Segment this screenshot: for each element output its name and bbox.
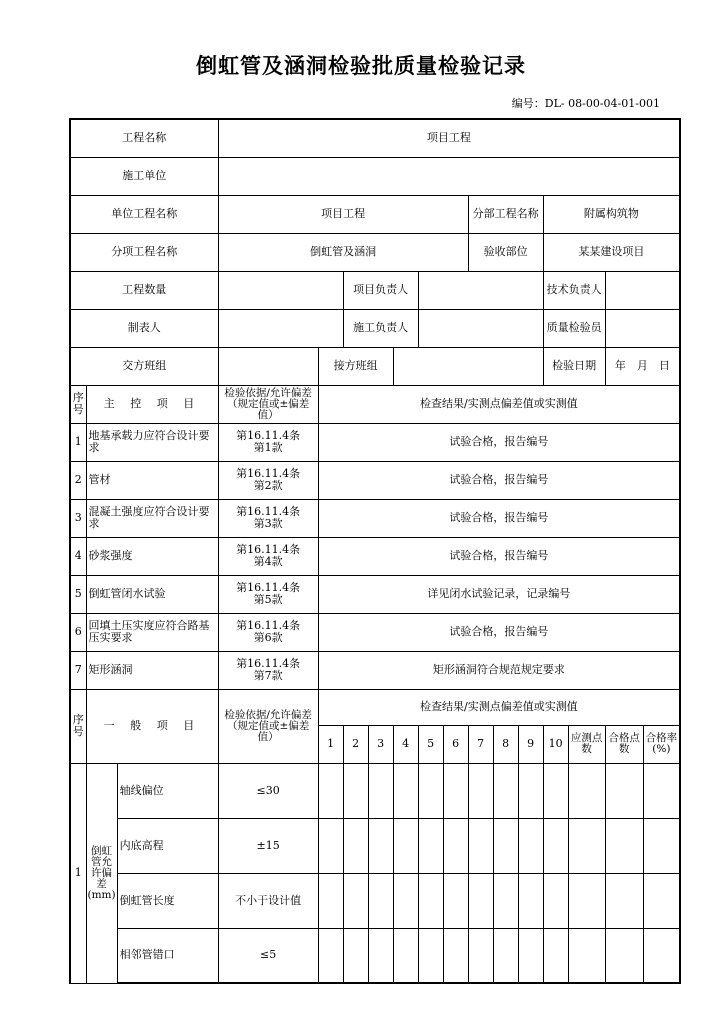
measure-cell[interactable] [468, 928, 493, 983]
general-row-item: 内底高程 [117, 818, 218, 873]
main-row [70, 575, 680, 613]
sub-project-value[interactable]: 附属构筑物 [543, 195, 680, 233]
main-row-result[interactable]: 试验合格，报告编号 [318, 423, 680, 461]
main-row-basis [218, 575, 318, 613]
main-row-item: 管材 [86, 461, 218, 499]
item-project-label: 分项工程名称 [70, 233, 218, 271]
measure-cell[interactable] [418, 763, 443, 818]
unit-project-label: 单位工程名称 [70, 195, 218, 233]
measure-cell[interactable] [418, 873, 443, 928]
main-row [70, 537, 680, 575]
inspection-record-table [69, 118, 681, 984]
point-6-header: 6 [443, 725, 468, 763]
basis-clause: 第16.11.4条 [236, 657, 301, 670]
should-count-cell[interactable] [568, 928, 605, 983]
row-teams [70, 347, 680, 385]
measure-cell[interactable] [468, 873, 493, 928]
main-row [70, 461, 680, 499]
main-row-basis [218, 537, 318, 575]
inspection-date-label: 检验日期 [543, 347, 605, 385]
basis-clause: 第16.11.4条 [236, 467, 301, 480]
general-row-item: 倒虹管长度 [117, 873, 218, 928]
general-result-header: 检查结果/实测点偏差值或实测值 [318, 689, 680, 725]
row-project-name [70, 119, 680, 157]
pass-rate-header: 合格率(%) [643, 725, 680, 763]
pass-rate-cell[interactable] [643, 873, 680, 928]
main-row [70, 613, 680, 651]
main-row-result[interactable]: 试验合格，报告编号 [318, 461, 680, 499]
main-row-result[interactable]: 详见闭水试验记录，记录编号 [318, 575, 680, 613]
measure-cell[interactable] [368, 763, 393, 818]
measure-cell[interactable] [343, 928, 368, 983]
measure-cell[interactable] [493, 818, 518, 873]
general-row-basis: ≤5 [218, 928, 318, 983]
pass-count-cell[interactable] [605, 928, 643, 983]
point-3-header: 3 [368, 725, 393, 763]
measure-cell[interactable] [543, 763, 568, 818]
general-header-top [70, 689, 680, 725]
acceptance-part-label: 验收部位 [468, 233, 543, 271]
basis-paragraph: 第5款 [253, 593, 283, 606]
main-row-result[interactable]: 试验合格，报告编号 [318, 499, 680, 537]
general-row-basis: ≤30 [218, 763, 318, 818]
measure-cell[interactable] [343, 818, 368, 873]
measure-cell[interactable] [393, 818, 418, 873]
measure-cell[interactable] [518, 763, 543, 818]
point-8-header: 8 [493, 725, 518, 763]
measure-cell[interactable] [443, 928, 468, 983]
measure-cell[interactable] [493, 928, 518, 983]
measure-cell[interactable] [443, 763, 468, 818]
acceptance-part-value[interactable]: 某某建设项目 [543, 233, 680, 271]
measure-cell[interactable] [368, 873, 393, 928]
general-row [70, 763, 680, 818]
main-no-header: 序号 [70, 385, 86, 423]
general-group-label: 倒虹管允许偏差(mm) [86, 763, 117, 983]
point-9-header: 9 [518, 725, 543, 763]
row-preparer [70, 309, 680, 347]
pass-rate-cell[interactable] [643, 763, 680, 818]
quantity-label: 工程数量 [70, 271, 218, 309]
pass-rate-cell[interactable] [643, 818, 680, 873]
measure-cell[interactable] [318, 818, 343, 873]
row-unit-project [70, 195, 680, 233]
tech-manager-value[interactable] [605, 271, 680, 309]
main-row [70, 499, 680, 537]
measure-cell[interactable] [393, 763, 418, 818]
should-count-header: 应测点数 [568, 725, 605, 763]
measure-cell[interactable] [368, 818, 393, 873]
should-count-cell[interactable] [568, 818, 605, 873]
handover-team-label: 交方班组 [70, 347, 218, 385]
main-row-no: 5 [70, 575, 86, 613]
tech-manager-label: 技术负责人 [543, 271, 605, 309]
document-title: 倒虹管及涵洞检验批质量检验记录 [196, 54, 526, 78]
main-row-item: 回填土压实度应符合路基压实要求 [86, 613, 218, 651]
pass-count-cell[interactable] [605, 818, 643, 873]
quality-inspector-label: 质量检验员 [543, 309, 605, 347]
general-item-header: 一 般 项 目 [86, 689, 218, 763]
basis-paragraph: 第3款 [253, 517, 283, 530]
measure-cell[interactable] [343, 763, 368, 818]
should-count-cell[interactable] [568, 873, 605, 928]
project-name-value[interactable]: 项目工程 [218, 119, 680, 157]
point-10-header: 10 [543, 725, 568, 763]
receiving-team-value[interactable] [393, 347, 543, 385]
general-row-basis: 不小于设计值 [218, 873, 318, 928]
measure-cell[interactable] [343, 873, 368, 928]
item-project-value[interactable]: 倒虹管及涵洞 [218, 233, 468, 271]
main-row [70, 423, 680, 461]
measure-cell[interactable] [318, 928, 343, 983]
basis-paragraph: 第4款 [253, 555, 283, 568]
measure-cell[interactable] [543, 873, 568, 928]
general-row-item: 相邻管错口 [117, 928, 218, 983]
main-row-no: 3 [70, 499, 86, 537]
measure-cell[interactable] [468, 818, 493, 873]
measure-cell[interactable] [443, 873, 468, 928]
contractor-value[interactable] [218, 157, 680, 195]
document-code: 编号：DL- 08-00-04-01-001 [511, 97, 660, 110]
main-row-item: 砂浆强度 [86, 537, 218, 575]
main-row [70, 651, 680, 689]
construction-manager-value[interactable] [418, 309, 543, 347]
basis-clause: 第16.11.4条 [236, 581, 301, 594]
pass-count-cell[interactable] [605, 763, 643, 818]
pass-rate-cell[interactable] [643, 928, 680, 983]
preparer-label: 制表人 [70, 309, 218, 347]
basis-paragraph: 第7款 [253, 669, 283, 682]
main-row-basis [218, 613, 318, 651]
basis-clause: 第16.11.4条 [236, 619, 301, 632]
main-row-no: 1 [70, 423, 86, 461]
basis-clause: 第16.11.4条 [236, 505, 301, 518]
main-row-basis [218, 651, 318, 689]
main-row-item: 地基承载力应符合设计要求 [86, 423, 218, 461]
main-row-result[interactable]: 矩形涵洞符合规范规定要求 [318, 651, 680, 689]
point-2-header: 2 [343, 725, 368, 763]
quantity-value[interactable] [218, 271, 343, 309]
row-quantity [70, 271, 680, 309]
measure-cell[interactable] [418, 818, 443, 873]
general-row [70, 818, 680, 873]
project-manager-value[interactable] [418, 271, 543, 309]
preparer-value[interactable] [218, 309, 343, 347]
point-4-header: 4 [393, 725, 418, 763]
quality-inspector-value[interactable] [605, 309, 680, 347]
measure-cell[interactable] [468, 763, 493, 818]
point-5-header: 5 [418, 725, 443, 763]
measure-cell[interactable] [318, 873, 343, 928]
main-row-no: 2 [70, 461, 86, 499]
pass-count-header: 合格点数 [605, 725, 643, 763]
general-no-header: 序号 [70, 689, 86, 763]
measure-cell[interactable] [543, 928, 568, 983]
project-manager-label: 项目负责人 [343, 271, 418, 309]
measure-cell[interactable] [318, 763, 343, 818]
main-row-basis [218, 499, 318, 537]
measure-cell[interactable] [443, 818, 468, 873]
unit-project-value[interactable]: 项目工程 [218, 195, 468, 233]
basis-clause: 第16.11.4条 [236, 429, 301, 442]
row-contractor [70, 157, 680, 195]
contractor-label: 施工单位 [70, 157, 218, 195]
measure-cell[interactable] [368, 928, 393, 983]
general-row [70, 928, 680, 983]
row-item-project [70, 233, 680, 271]
main-row-item: 矩形涵洞 [86, 651, 218, 689]
pass-count-cell[interactable] [605, 873, 643, 928]
measure-cell[interactable] [393, 873, 418, 928]
basis-clause: 第16.11.4条 [236, 543, 301, 556]
point-7-header: 7 [468, 725, 493, 763]
receiving-team-label: 接方班组 [318, 347, 393, 385]
main-row-no: 6 [70, 613, 86, 651]
basis-paragraph: 第6款 [253, 631, 283, 644]
handover-team-value[interactable] [218, 347, 318, 385]
should-count-cell[interactable] [568, 763, 605, 818]
construction-manager-label: 施工负责人 [343, 309, 418, 347]
basis-paragraph: 第2款 [253, 479, 283, 492]
main-row-result[interactable]: 试验合格，报告编号 [318, 537, 680, 575]
measure-cell[interactable] [418, 928, 443, 983]
main-row-item: 倒虹管闭水试验 [86, 575, 218, 613]
basis-paragraph: 第1款 [253, 441, 283, 454]
inspection-date-value[interactable]: 年 月 日 [605, 347, 680, 385]
general-row-basis: ±15 [218, 818, 318, 873]
main-row-result[interactable]: 试验合格，报告编号 [318, 613, 680, 651]
main-row-basis [218, 423, 318, 461]
main-row-no: 4 [70, 537, 86, 575]
measure-cell[interactable] [393, 928, 418, 983]
main-row-item: 混凝土强度应符合设计要求 [86, 499, 218, 537]
measure-cell[interactable] [543, 818, 568, 873]
point-1-header: 1 [318, 725, 343, 763]
sub-project-label: 分部工程名称 [468, 195, 543, 233]
main-row-no: 7 [70, 651, 86, 689]
main-basis-header: 检验依据/允许偏差（规定值或±偏差值） [218, 385, 318, 423]
project-name-label: 工程名称 [70, 119, 218, 157]
main-control-header [70, 385, 680, 423]
general-basis-header: 检验依据/允许偏差（规定值或±偏差值） [218, 689, 318, 763]
measure-cell[interactable] [493, 763, 518, 818]
main-item-header: 主 控 项 目 [86, 385, 218, 423]
measure-cell[interactable] [518, 873, 543, 928]
general-group-no: 1 [70, 763, 86, 983]
measure-cell[interactable] [493, 873, 518, 928]
general-row [70, 873, 680, 928]
general-row-item: 轴线偏位 [117, 763, 218, 818]
measure-cell[interactable] [518, 818, 543, 873]
measure-cell[interactable] [518, 928, 543, 983]
main-result-header: 检查结果/实测点偏差值或实测值 [318, 385, 680, 423]
main-row-basis [218, 461, 318, 499]
